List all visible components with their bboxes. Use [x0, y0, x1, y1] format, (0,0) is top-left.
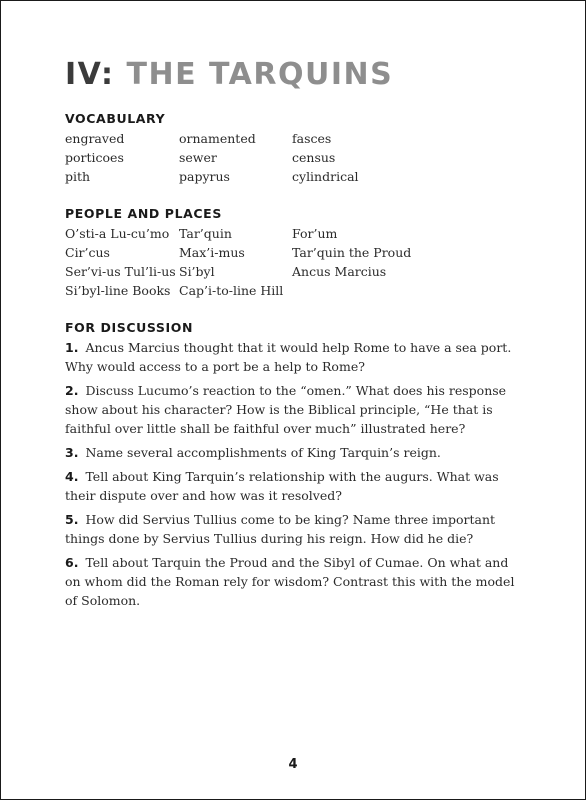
vocabulary-word: cylindrical: [292, 169, 359, 184]
question-number: 3.: [65, 445, 79, 460]
people-places-list: [65, 224, 452, 300]
people-places-heading: PEOPLE AND PLACES: [65, 206, 222, 221]
people-place-entry: For’um: [292, 226, 338, 241]
discussion-question: [65, 381, 523, 438]
question-text: Name several accomplishments of King Tarquin’s reign.: [85, 445, 441, 460]
question-text: Ancus Marcius thought that it would help Rome to have a sea port. Why would access to a port be a help to Rome?: [65, 340, 512, 374]
discussion-question: [65, 338, 523, 376]
vocabulary-heading: VOCABULARY: [65, 111, 166, 126]
vocabulary-list: [65, 129, 452, 186]
vocabulary-word: engraved: [65, 131, 125, 146]
people-place-entry: Ser’vi-us Tul’li-us: [65, 264, 176, 279]
vocabulary-word: census: [292, 150, 336, 165]
chapter-title: [65, 55, 393, 95]
question-number: 4.: [65, 469, 79, 484]
discussion-question: [65, 467, 523, 505]
people-place-entry: Si’byl-line Books: [65, 283, 171, 298]
people-place-entry: Ancus Marcius: [292, 264, 387, 279]
people-place-entry: Si’byl: [179, 264, 215, 279]
vocabulary-word: papyrus: [179, 169, 230, 184]
chapter-separator: :: [101, 57, 115, 92]
vocabulary-word: pith: [65, 169, 91, 184]
vocabulary-word: porticoes: [65, 150, 124, 165]
people-place-entry: Cir’cus: [65, 245, 110, 260]
discussion-heading: FOR DISCUSSION: [65, 320, 194, 335]
discussion-questions: [65, 338, 523, 615]
discussion-question: [65, 553, 523, 610]
people-place-entry: O’sti-a Lu-cu’mo: [65, 226, 170, 241]
question-text: Tell about Tarquin the Proud and the Sibyl of Cumae. On what and on whom did the Roman rely for wisdom? Contrast this with the model of Solomon.: [65, 555, 515, 608]
question-number: 5.: [65, 512, 79, 527]
question-number: 2.: [65, 383, 79, 398]
chapter-number: IV: [65, 57, 102, 92]
vocabulary-word: sewer: [179, 150, 217, 165]
chapter-name: THE TARQUINS: [126, 57, 394, 92]
vocabulary-word: fasces: [292, 131, 332, 146]
people-place-entry: Cap’i-to-line Hill: [179, 283, 284, 298]
question-number: 1.: [65, 340, 79, 355]
page-number: 4: [288, 757, 298, 772]
question-text: How did Servius Tullius come to be king? Name three important things done by Servius Tullius during his reign. How did he die?: [65, 512, 496, 546]
discussion-question: [65, 443, 523, 462]
vocabulary-word: ornamented: [179, 131, 256, 146]
people-place-entry: Tar’quin: [179, 226, 232, 241]
question-text: Discuss Lucumo’s reaction to the “omen.” What does his response show about his character? How is the Biblical principle, “He that is faithful over little shall be faithful over much” illustrated here?: [65, 383, 507, 436]
people-place-entry: Tar’quin the Proud: [292, 245, 412, 260]
question-number: 6.: [65, 555, 79, 570]
question-text: Tell about King Tarquin’s relationship with the augurs. What was their dispute over and how was it resolved?: [65, 469, 499, 503]
people-place-entry: Max’i-mus: [179, 245, 245, 260]
people-place-entry-empty: [292, 281, 452, 300]
discussion-question: [65, 510, 523, 548]
